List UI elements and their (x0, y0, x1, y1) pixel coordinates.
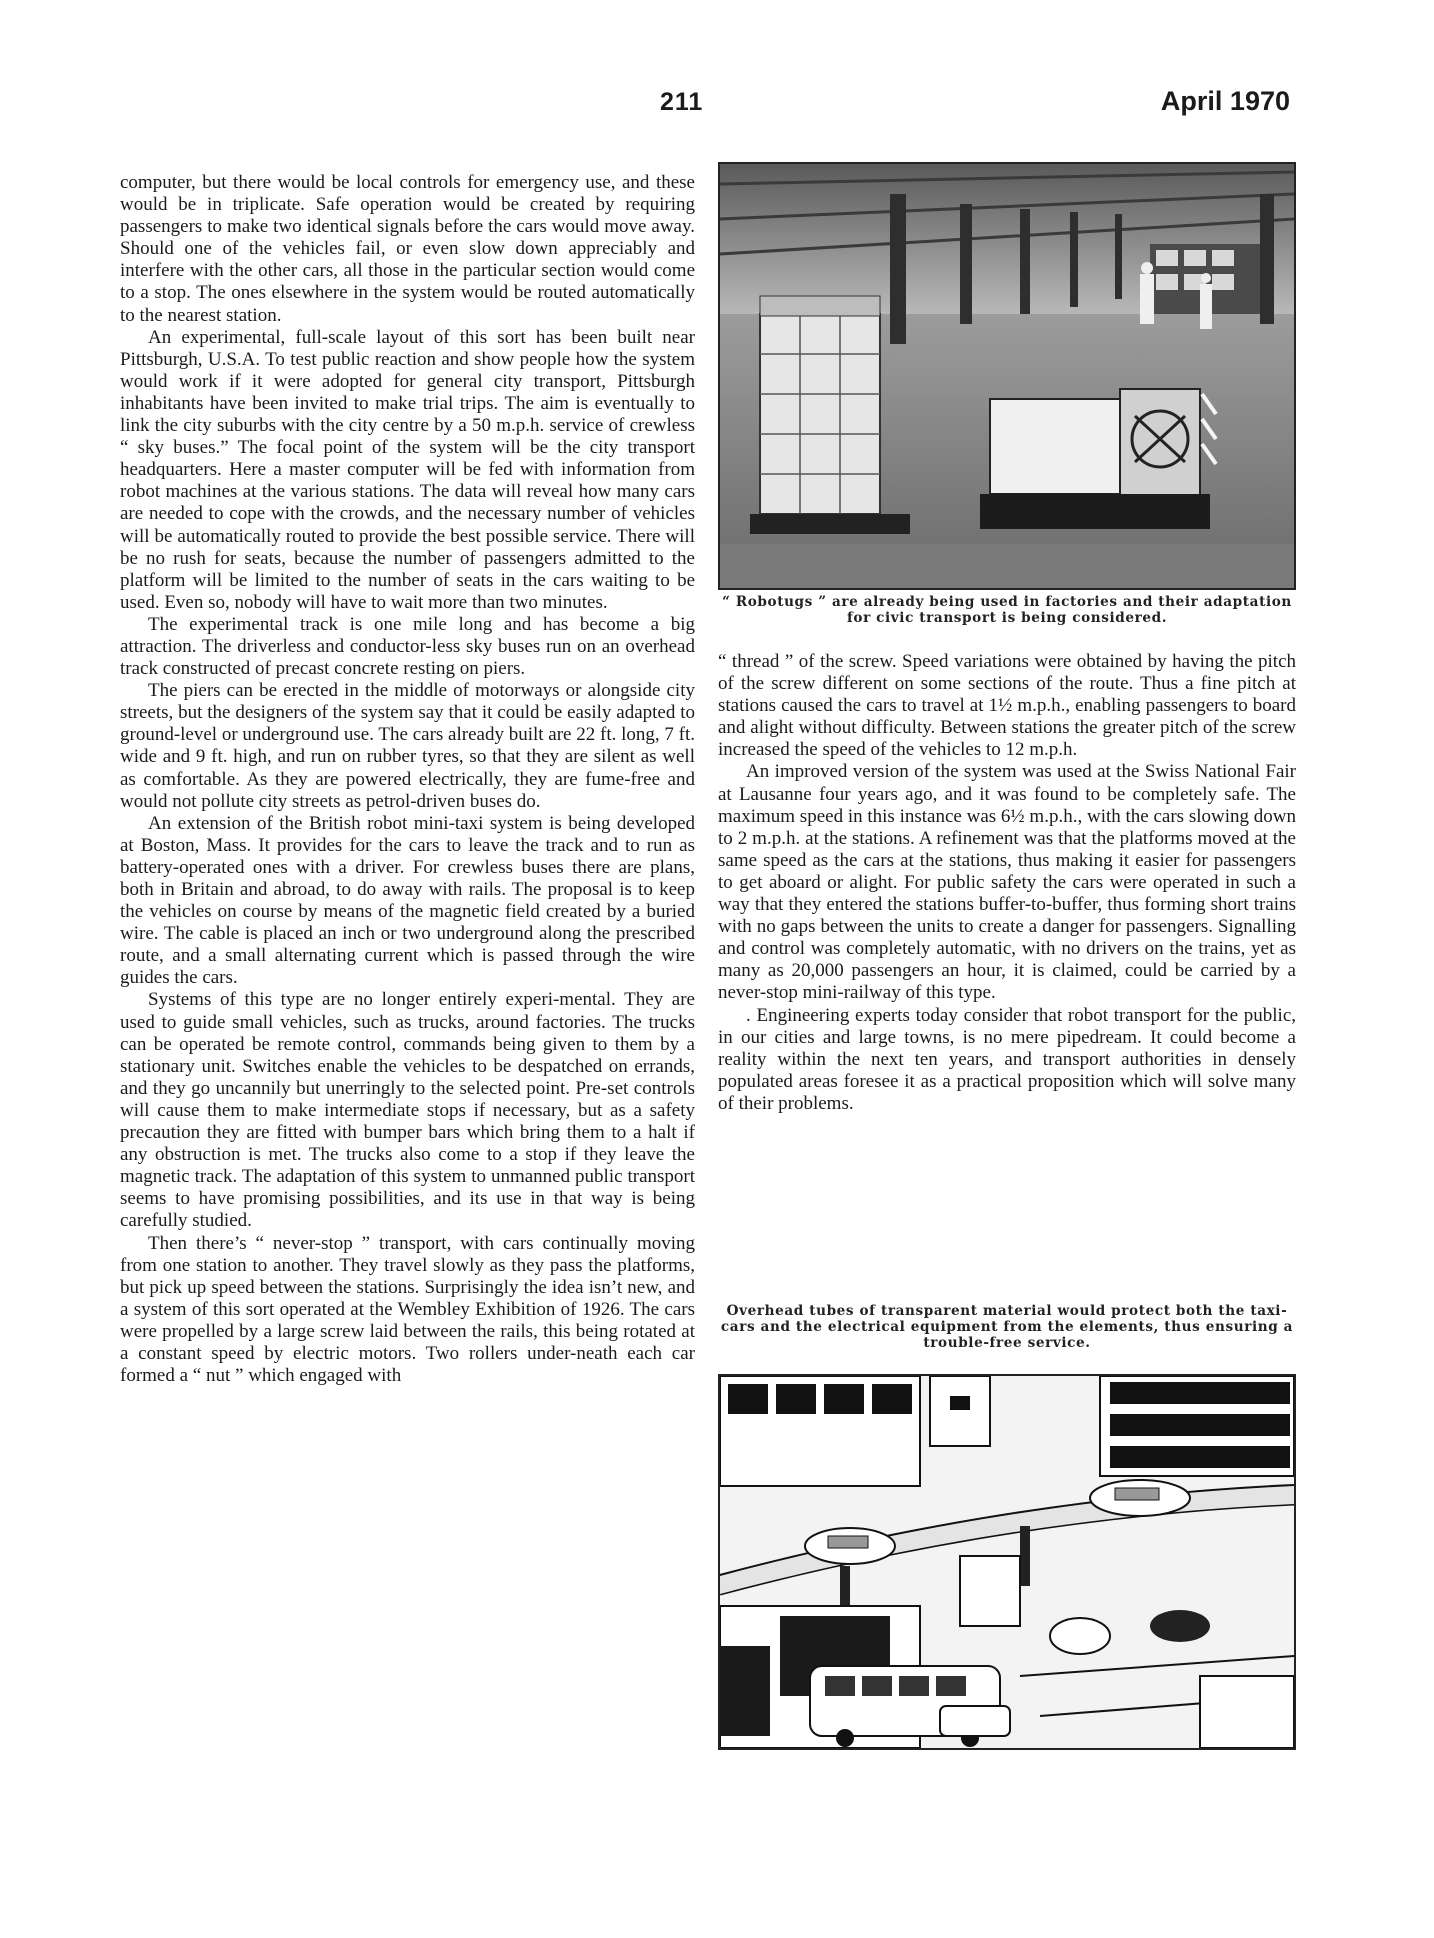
paragraph: “ thread ” of the screw. Speed variations were obtained by having the pitch of the screw different on some sections of the route. Thus a fine pitch at stations caused the cars to travel at 1½ m.p.h., enabling passengers to board and alight without difficulty. Between stations the greater pitch of the screw increased the speed of the vehicles to 12 m.p.h. (718, 651, 1296, 761)
paragraph: Systems of this type are no longer entirely experi-mental. They are used to guide small vehicles, such as trucks, around factories. The trucks can be operated be remote control, commands being given to them by a stationary unit. Switches enable the vehicles to be despatched on errands, and they go uncannily but unerringly to the selected point. Pre-set controls will cause them to make intermediate stops if necessary, but as a safety precaution they are fitted with bumper bars which bring them to a halt if any obstruction is met. The trucks also come to a stop if they leave the magnetic track. The adaptation of this system to unmanned public transport seems to have promising possibilities, and its use in that way is being carefully studied. (120, 989, 695, 1232)
paragraph: . Engineering experts today consider that robot transport for the public, in our cities and large towns, is no mere pipedream. It could become a reality within the next ten years, and transport authorities in densely populated areas foresee it as a practical proposition which will solve many of their problems. (718, 1004, 1296, 1114)
city-transport-drawing (720, 1376, 1294, 1748)
paragraph: The experimental track is one mile long and has become a big attraction. The driverless and conductor-less sky buses run on an overhead track constructed of precast concrete resting on piers. (120, 613, 695, 680)
illustration-caption: Overhead tubes of transparent material would protect both the taxi-cars and the electrical equipment from the elements, thus ensuring a trouble-free service. (720, 1303, 1294, 1351)
robotugs-photo (718, 162, 1296, 590)
overhead-track-illustration (718, 1374, 1296, 1750)
paragraph: The piers can be erected in the middle of motorways or alongside city streets, but the designers of the system say that it could be easily adapted to ground-level or underground use. The cars already built are 22 ft. long, 7 ft. wide and 9 ft. high, and run on rubber tyres, so that they are silent as well as comfortable. As they are powered electrically, they are fume-free and would not pollute city streets as petrol-driven buses do. (120, 680, 695, 812)
page-number: 211 (660, 88, 704, 116)
paragraph: An experimental, full-scale layout of this sort has been built near Pittsburgh, U.S.A. To test public reaction and show people how the system would work if it were adopted for general city transport, Pittsburgh inhabitants have been invited to make trial trips. The aim is eventually to link the city suburbs with the city centre by a 50 m.p.h. service of crewless “ sky buses.” The focal point of the system will be the city transport headquarters. Here a master computer will be fed with information from robot machines at the various stations. The data will reveal how many cars are needed to cope with the crowds, and the necessary number of vehicles will be automatically routed to provide the best possible service. There will be no rush for seats, because the number of passengers admitted to the platform will be limited to the number of seats in the cars waiting to be used. Even so, nobody will have to wait more than two minutes. (120, 326, 695, 613)
paragraph: An extension of the British robot mini-taxi system is being developed at Boston, Mass. It provides for the cars to leave the track and to run as battery-operated ones with a driver. For crewless buses there are plans, both in Britain and abroad, to do away with rails. The proposal is to keep the vehicles on course by means of the magnetic field created by a buried wire. The cable is placed an inch or two underground along the prescribed route, and a small alternating current which is passed through the wire guides the cars. (120, 812, 695, 989)
factory-photo-illustration (720, 164, 1294, 588)
paragraph: computer, but there would be local controls for emergency use, and these would be in triplicate. Safe operation would be created by requiring passengers to make two identical signals before the cars would move away. Should one of the vehicles fail, or even slow down appreciably and interfere with the other cars, all those in the particular section would come to a stop. The ones elsewhere in the system would be routed automatically to the nearest station. (120, 172, 695, 326)
page-date: April 1970 (1160, 86, 1290, 116)
paragraph: Then there’s “ never-stop ” transport, with cars continually moving from one station to another. They travel slowly as they pass the platforms, but pick up speed between the stations. Surprisingly the idea isn’t new, and a system of this sort operated at the Wembley Exhibition of 1926. The cars were propelled by a large screw laid between the rails, this being rotated at a constant speed by electric motors. Two rollers under-neath each car formed a “ nut ” which engaged with (120, 1232, 695, 1387)
right-column (718, 651, 1296, 1283)
paragraph: An improved version of the system was used at the Swiss National Fair at Lausanne four years ago, and it was found to be completely safe. The maximum speed in this instance was 6½ m.p.h., with the cars slowing down to 2 m.p.h. at the stations. A refinement was that the platforms moved at the same speed as the cars at the stations, thus making it easier for passengers to get aboard or alight. For public safety the cars were operated in such a way that they entered the stations buffer-to-buffer, thus forming short trains with no gaps between the units to create a danger for passengers. Signalling and control was completely automatic, with no drivers on the trains, yet as many as 20,000 passengers an hour, it is claimed, could be carried by a never-stop mini-railway of this type. (718, 761, 1296, 1004)
photo-caption: “ Robotugs ” are already being used in factories and their adaptation for civic transport is being considered. (722, 594, 1292, 626)
left-column (120, 172, 695, 1766)
